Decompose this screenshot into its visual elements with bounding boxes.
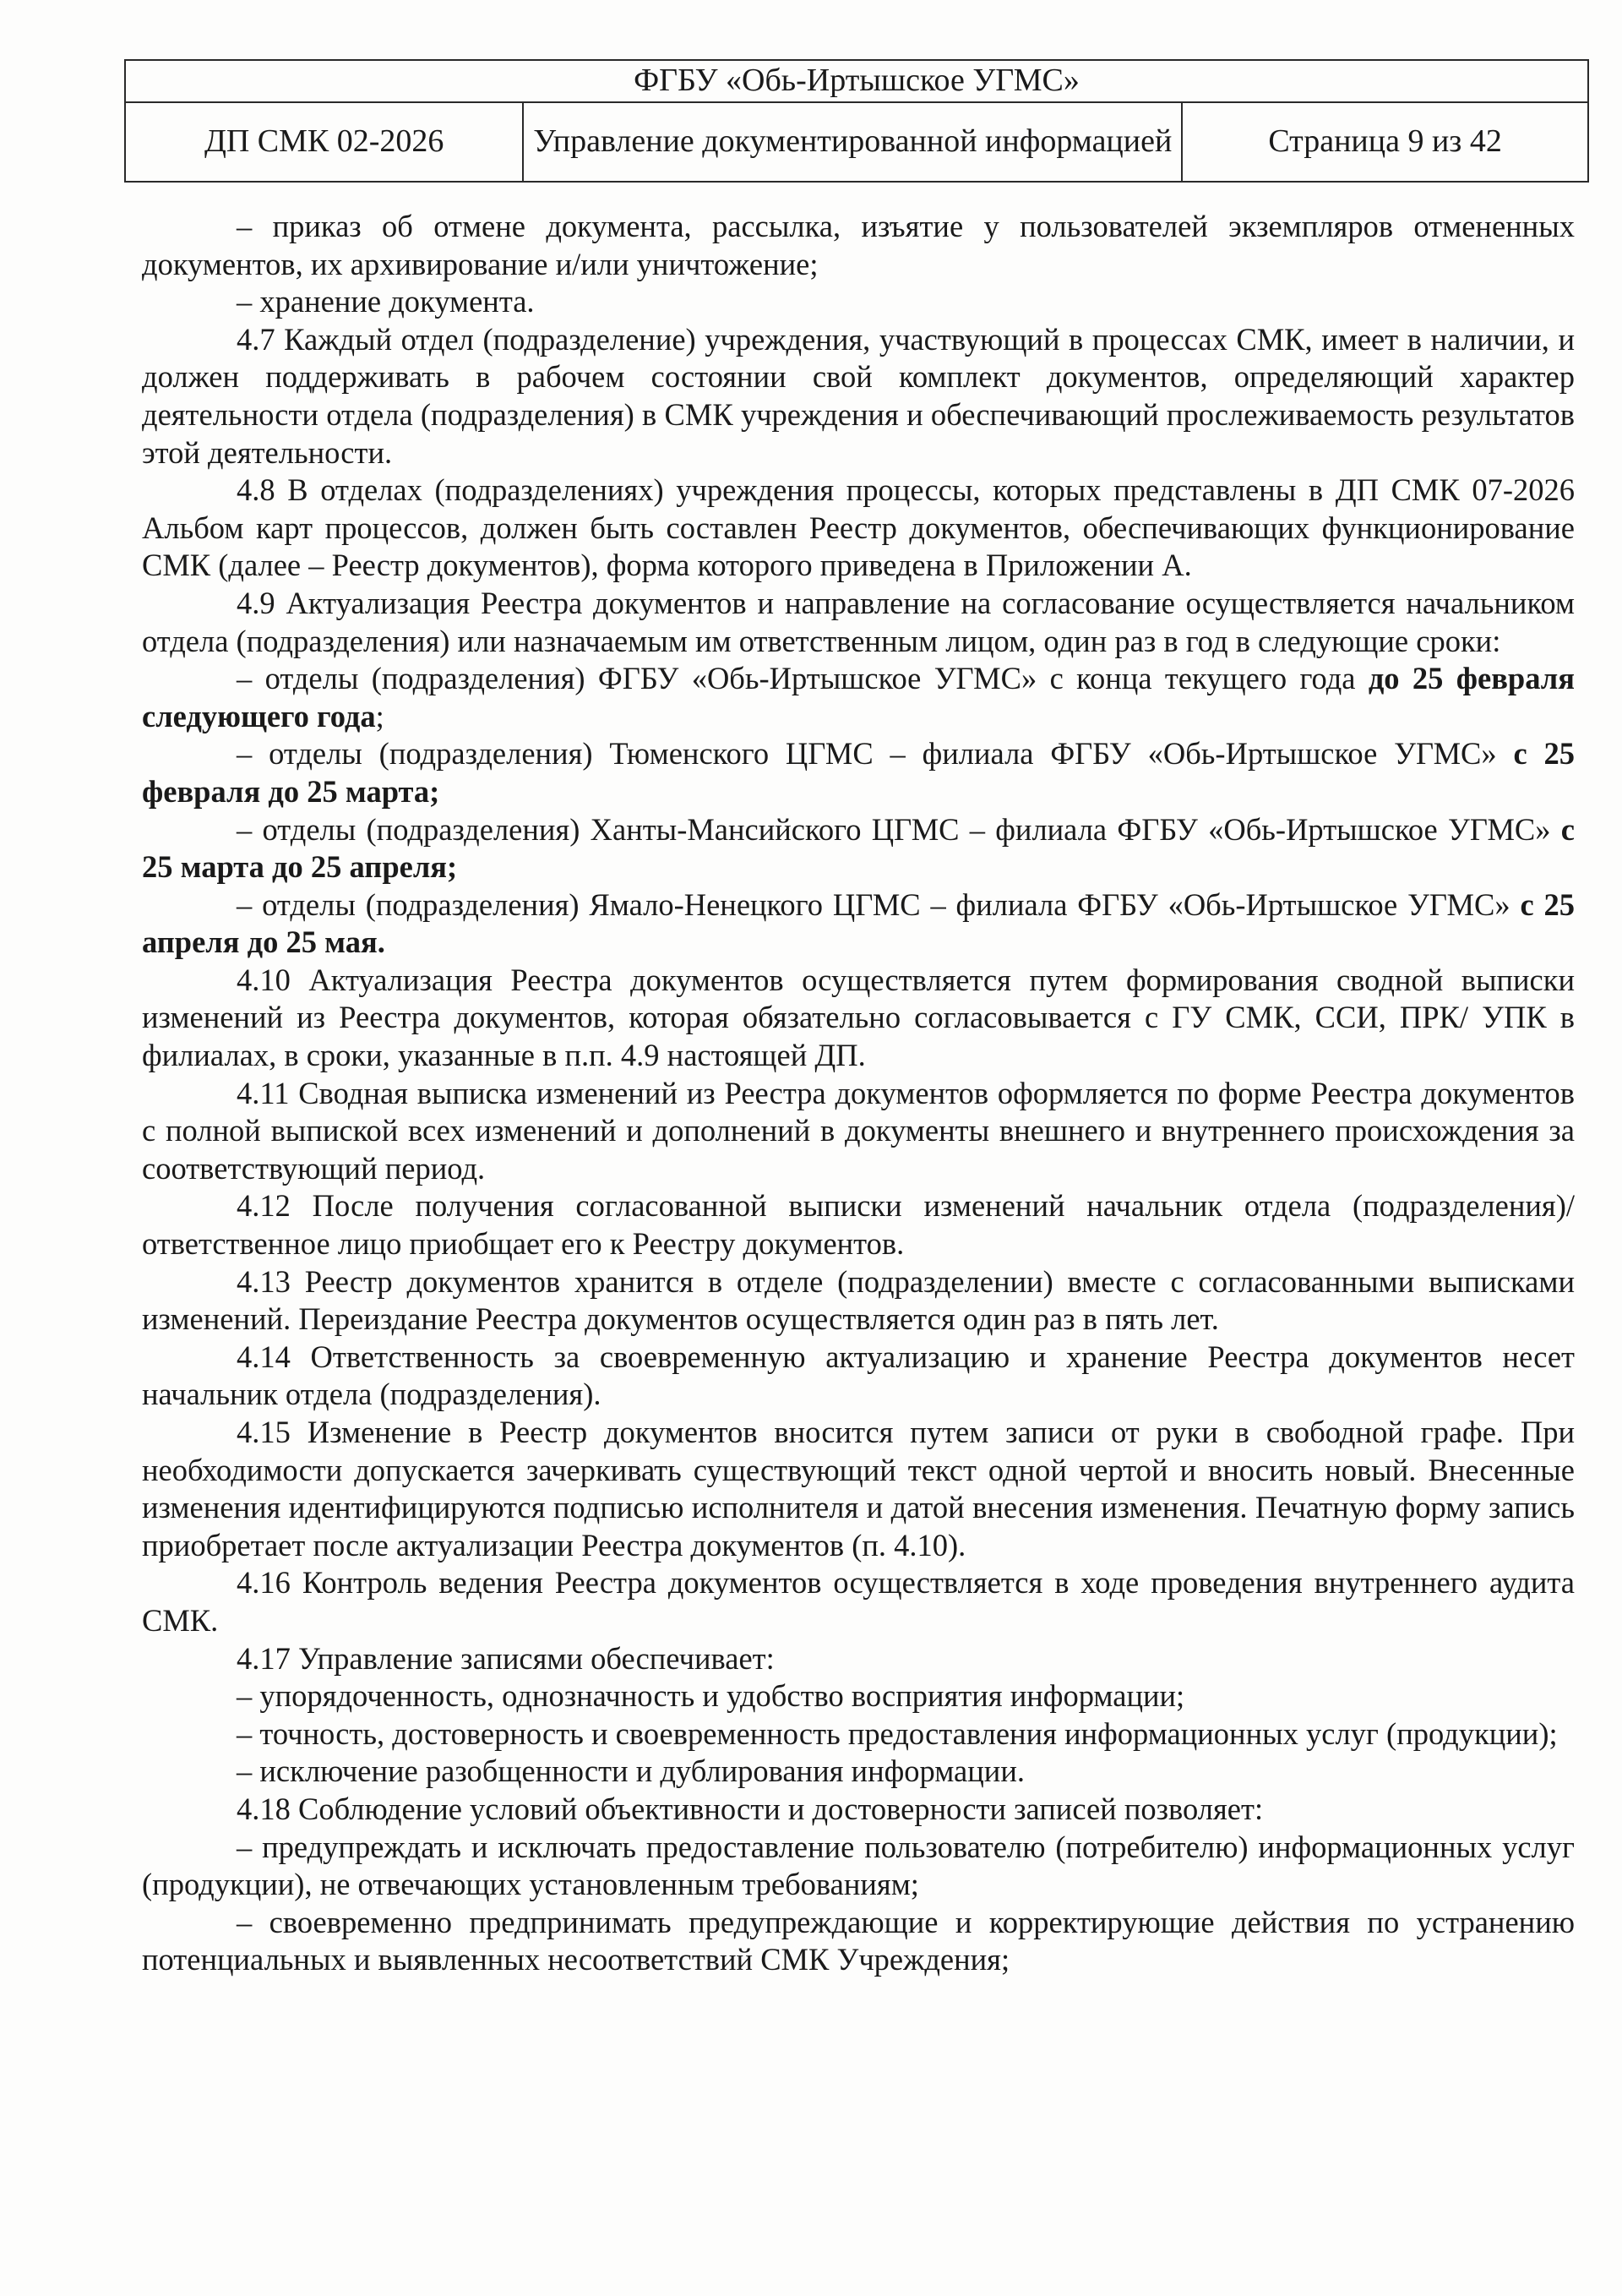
paragraph: – приказ об отмене документа, рассылка, изъятие у пользователей экземпляров отмененных документов, их архивирование и/или уничтожение;	[142, 209, 1575, 281]
paragraph-4-11: 4.11 Сводная выписка изменений из Реестра документов оформляется по форме Реестра документов с полной выпиской всех изменений и дополнений в документы внешнего и внутреннего происхождения за соответствующий период.	[142, 1075, 1575, 1186]
paragraph-4-10: 4.10 Актуализация Реестра документов осуществляется путем формирования сводной выписки изменений из Реестра документов, которая обязательно согласовывается с ГУ СМК, ССИ, ПРК/ УПК в филиалах, в сроки, указанные в п.п. 4.9 настоящей ДП.	[142, 962, 1575, 1073]
deadline-bold: с 25 апреля до 25 мая.	[142, 886, 1575, 960]
paragraph-4-18: 4.18 Соблюдение условий объективности и достоверности записей позволяет:	[237, 1791, 1264, 1826]
paragraph-4-13: 4.13 Реестр документов хранится в отделе (подразделении) вместе с согласованными выписками изменений. Переиздание Реестра документов осуществляется один раз в пять лет.	[142, 1263, 1575, 1337]
paragraph-4-16: 4.16 Контроль ведения Реестра документов осуществляется в ходе проведения внутреннего аудита СМК.	[142, 1565, 1575, 1638]
list-item-text: – отделы (подразделения) ФГБУ «Обь-Иртышское УГМС» с конца текущего года	[237, 661, 1369, 696]
header-table	[124, 59, 1589, 183]
list-item	[142, 660, 1575, 735]
list-item-text: – отделы (подразделения) Ханты-Мансийского ЦГМС – филиала ФГБУ «Обь-Иртышское УГМС»	[237, 811, 1561, 847]
list-item-punct: ;	[375, 698, 384, 734]
list-item: – исключение разобщенности и дублирования информации.	[237, 1753, 1025, 1789]
paragraph-4-15: 4.15 Изменение в Реестр документов вносится путем записи от руки в свободной графе. При необходимости допускается зачеркивать существующий текст одной чертой и вносить новый. Внесенные изменения идентифицируются подписью исполнителя и датой внесения изменения. Печатную форму запись приобретает после актуализации Реестра документов (п. 4.10).	[142, 1415, 1575, 1562]
paragraph-4-7: 4.7 Каждый отдел (подразделение) учреждения, участвующий в процессах СМК, имеет в наличии, и должен поддерживать в рабочем состоянии свой комплект документов, определяющий характер деятельности отдела (подразделения) в СМК учреждения и обеспечивающий прослеживаемость результатов этой деятельности.	[142, 321, 1575, 470]
paragraph-4-14: 4.14 Ответственность за своевременную актуализацию и хранение Реестра документов несет начальник отдела (подразделения).	[142, 1339, 1575, 1412]
list-item	[142, 735, 1575, 810]
list-item: – упорядоченность, однозначность и удобство восприятия информации;	[237, 1678, 1185, 1714]
paragraph-4-8: 4.8 В отделах (подразделениях) учреждения процессы, которых представлены в ДП СМК 07-2026 Альбом карт процессов, должен быть составлен Реестр документов, обеспечивающих функционирование СМК (далее – Реестр документов), форма которого приведена в Приложении А.	[142, 472, 1575, 583]
document-title: Управление документированной информацией	[523, 102, 1182, 182]
paragraph-4-12: 4.12 После получения согласованной выписки изменений начальник отдела (подразделения)/ответственное лицо приобщает его к Реестру документов.	[142, 1188, 1575, 1262]
page-number: Страница 9 из 42	[1182, 102, 1588, 182]
list-item-text: – отделы (подразделения) Тюменского ЦГМС – филиала ФГБУ «Обь-Иртышское УГМС»	[237, 736, 1514, 772]
deadline-bold: до 25 февраля следующего года	[142, 661, 1575, 734]
list-item	[142, 886, 1575, 962]
list-item: – предупреждать и исключать предоставление пользователю (потребителю) информационных услуг (продукции), не отвечающих установленным требованиям;	[142, 1829, 1575, 1902]
list-item-text: – отделы (подразделения) Ямало-Ненецкого ЦГМС – филиала ФГБУ «Обь-Иртышское УГМС»	[237, 886, 1521, 922]
deadline-bold: с 25 февраля до 25 марта;	[142, 736, 1575, 809]
document-body	[142, 208, 1575, 1979]
organization-name: ФГБУ «Обь-Иртышское УГМС»	[125, 60, 1588, 102]
list-item: – точность, достоверность и своевременность предоставления информационных услуг (продукции);	[237, 1715, 1558, 1751]
list-item	[142, 811, 1575, 886]
paragraph-4-17: 4.17 Управление записями обеспечивает:	[237, 1640, 775, 1676]
deadline-bold: с 25 марта до 25 апреля;	[142, 811, 1575, 885]
list-item: – своевременно предпринимать предупреждающие и корректирующие действия по устранению потенциальных и выявленных несоответствий СМК Учреждения;	[142, 1904, 1575, 1977]
document-code: ДП СМК 02-2026	[125, 102, 523, 182]
paragraph-4-9: 4.9 Актуализация Реестра документов и направление на согласование осуществляется начальником отдела (подразделения) или назначаемым им ответственным лицом, один раз в год в следующие сроки:	[142, 585, 1575, 658]
paragraph: – хранение документа.	[237, 284, 535, 319]
